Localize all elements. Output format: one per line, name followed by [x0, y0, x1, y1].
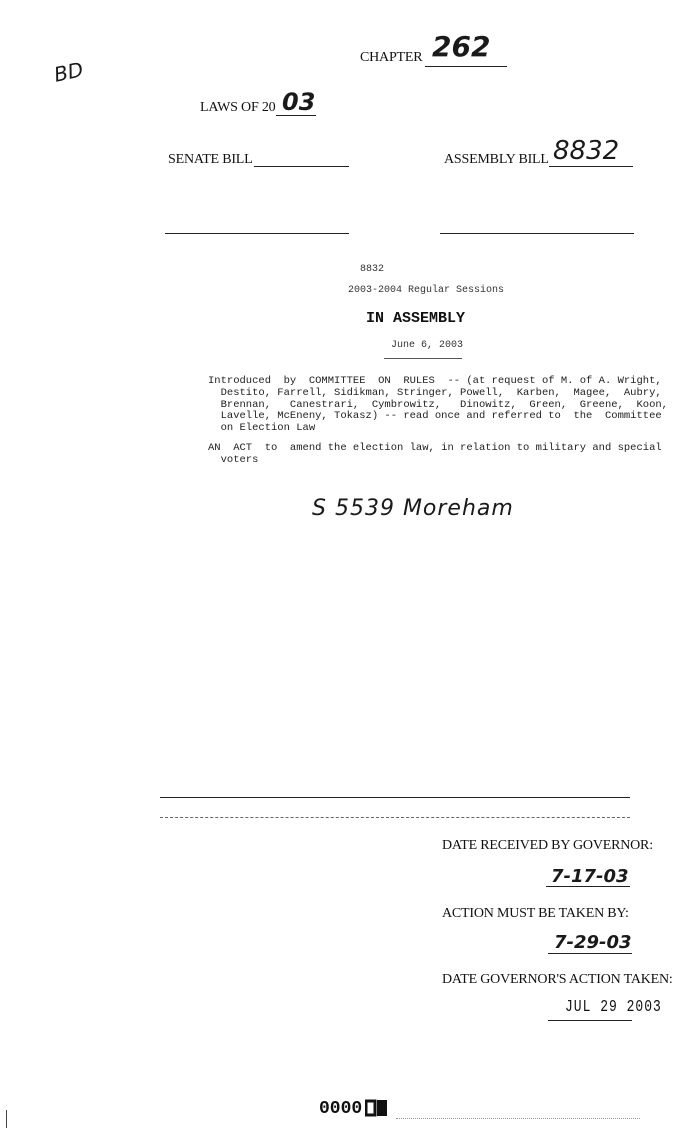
action-by-value: 7-29-03 [554, 932, 632, 953]
introduced-line: Introduced by COMMITTEE ON RULES -- (at request of M. of A. Wright, [208, 375, 662, 387]
action-taken-label: DATE GOVERNOR'S ACTION TAKEN: [442, 972, 673, 987]
date-underline [384, 358, 462, 359]
session-title: 2003-2004 Regular Sessions [348, 285, 505, 296]
introduced-line: Brennan, Canestrari, Cymbrowitz, Dinowitz, Green, Greene, Koon, [208, 398, 668, 411]
chapter-underline [425, 66, 507, 67]
separator-left [165, 233, 349, 234]
laws-underline [276, 115, 316, 116]
date-received-underline [546, 886, 630, 887]
laws-label: LAWS OF 20 [200, 100, 276, 115]
bill-number: 8832 [360, 264, 385, 275]
page-code: 0000 [319, 1099, 363, 1119]
senate-bill-label: SENATE BILL [168, 152, 253, 167]
senate-bill-underline [254, 166, 349, 167]
lower-rule-bottom [160, 817, 630, 818]
act-line: AN ACT to amend the election law, in relation to military and special [208, 442, 662, 454]
assembly-bill-label: ASSEMBLY BILL [444, 152, 549, 167]
action-taken-underline [548, 1020, 632, 1021]
assembly-bill-number: 8832 [553, 136, 620, 166]
act-paragraph [208, 443, 662, 467]
date-received-value: 7-17-03 [551, 866, 629, 887]
initials-annotation: BD [51, 57, 86, 87]
chamber-heading: IN ASSEMBLY [366, 310, 466, 327]
bill-date: June 6, 2003 [391, 340, 464, 351]
act-line: voters [208, 453, 259, 466]
introduced-line: Lavelle, McEneny, Tokasz) -- read once and referred to the Committee [208, 410, 662, 423]
chapter-label: CHAPTER [360, 50, 423, 65]
scan-mark [6, 1110, 7, 1128]
introduced-paragraph [208, 376, 668, 435]
chapter-number: 262 [432, 30, 491, 63]
laws-year: 03 [282, 88, 316, 116]
date-received-label: DATE RECEIVED BY GOVERNOR: [442, 838, 653, 853]
lower-rule-top [160, 797, 630, 798]
introduced-line: on Election Law [208, 422, 316, 435]
page-code-mark-icon [365, 1098, 389, 1118]
separator-right [440, 233, 634, 234]
footer-dotted-rule [396, 1118, 640, 1119]
handwritten-senate-reference: S 5539 Moreham [312, 496, 514, 521]
action-taken-stamp: JUL 29 2003 [565, 996, 662, 1017]
action-by-label: ACTION MUST BE TAKEN BY: [442, 906, 629, 921]
introduced-line: Destito, Farrell, Sidikman, Stringer, Powell, Karben, Magee, Aubry, [208, 386, 662, 399]
assembly-bill-underline [549, 166, 633, 167]
action-by-underline [548, 953, 632, 954]
